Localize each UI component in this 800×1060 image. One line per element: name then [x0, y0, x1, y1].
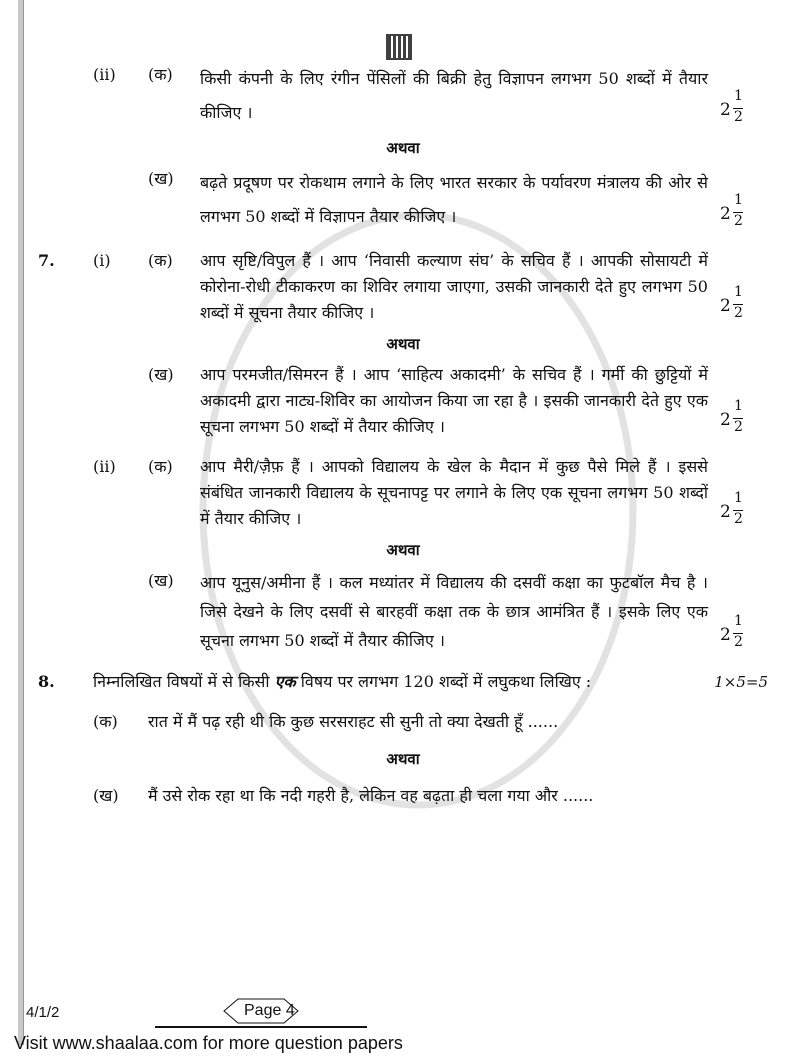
option-label: (ख)	[148, 169, 174, 188]
or-label: अथवा	[386, 541, 420, 559]
option-label: (ख)	[93, 786, 119, 805]
sub-number: (ii)	[93, 457, 116, 476]
sub-number: (ii)	[93, 65, 116, 84]
question-row	[38, 166, 768, 234]
question-row	[38, 454, 768, 532]
marks: 1×5=5	[714, 673, 768, 691]
footer-rule	[155, 1026, 367, 1028]
option-label: (ख)	[148, 365, 174, 384]
question-text: किसी कंपनी के लिए रंगीन पेंसिलों की बिक्री हेतु विज्ञापन लगभग 50 शब्दों में तैयार कीजिए ।	[200, 69, 708, 122]
question-row	[38, 783, 768, 809]
marks: 2 1 2	[720, 192, 743, 229]
question-text: मैं उसे रोक रहा था कि नदी गहरी है, लेकिन वह बढ़ता ही चला गया और ......	[148, 786, 594, 805]
marks: 2 1 2	[720, 398, 743, 435]
question-row	[38, 362, 768, 440]
question-text: आप परमजीत/सिमरन हैं । आप ‘साहित्य अकादमी’ के सचिव हैं । गर्मी की छुट्टियों में अकादमी द्वारा नाट्य-शिविर का आयोजन किया जा रहा है । इसकी जानकारी देते हुए एक सूचना लगभग 50 शब्दों में तैयार कीजिए ।	[200, 365, 708, 436]
page-number: Page 4	[244, 1002, 295, 1019]
question-content	[38, 62, 768, 809]
question-number: 8.	[38, 672, 55, 691]
marks: 2 1 2	[720, 88, 743, 125]
or-label: अथवा	[386, 750, 420, 768]
question-text: निम्नलिखित विषयों में से किसी एक विषय पर लगभग 120 शब्दों में लघुकथा लिखिए :	[93, 672, 592, 691]
question-row	[38, 62, 768, 130]
marks: 2 1 2	[720, 284, 743, 321]
sub-number: (i)	[93, 251, 111, 270]
question-text: आप यूनुस/अमीना हैं । कल मध्यांतर में विद्यालय की दसवीं कक्षा का फुटबॉल मैच है । जिसे देखने के लिए दसवीं से बारहवीं कक्षा तक के छात्र आमंत्रित हैं । इसके लिए एक सूचना लगभग 50 शब्दों में तैयार कीजिए ।	[200, 573, 708, 650]
option-label: (क)	[148, 457, 173, 476]
marks: 2 1 2	[720, 613, 743, 650]
question-row	[38, 248, 768, 326]
question-row	[38, 709, 768, 735]
question-row	[38, 568, 768, 655]
option-label: (क)	[93, 712, 118, 731]
option-label: (क)	[148, 65, 173, 84]
question-text: आप सृष्टि/विपुल हैं । आप ‘निवासी कल्याण संघ’ के सचिव हैं । आपकी सोसायटी में कोरोना-रोधी टीकाकरण का शिविर लगाया जाएगा, उसकी जानकारी देते हुए लगभग 50 शब्दों में सूचना तैयार कीजिए ।	[200, 251, 708, 322]
question-text: बढ़ते प्रदूषण पर रोकथाम लगाने के लिए भारत सरकार के पर्यावरण मंत्रालय की ओर से लगभग 50 शब्दों में विज्ञापन तैयार कीजिए ।	[200, 173, 708, 226]
question-text: आप मैरी/ज़ैफ़ हैं । आपको विद्यालय के खेल के मैदान में कुछ पैसे मिले हैं । इससे संबंधित जानकारी विद्यालय के सूचनापट्ट पर लगाने के लिए एक सूचना लगभग 50 शब्दों में तैयार कीजिए ।	[200, 457, 708, 528]
question-number: 7.	[38, 251, 55, 270]
question-text: रात में मैं पढ़ रही थी कि कुछ सरसराहट सी सुनी तो क्या देखती हूँ ......	[148, 712, 559, 731]
option-label: (ख)	[148, 571, 174, 590]
marks: 2 1 2	[720, 490, 743, 527]
option-label: (क)	[148, 251, 173, 270]
or-label: अथवा	[386, 139, 420, 157]
question-row	[38, 669, 768, 695]
qr-code-icon	[386, 34, 412, 60]
paper-code: 4/1/2	[26, 1004, 60, 1021]
shaalaa-link[interactable]: Visit www.shaalaa.com for more question papers	[14, 1033, 403, 1053]
or-label: अथवा	[386, 335, 420, 353]
